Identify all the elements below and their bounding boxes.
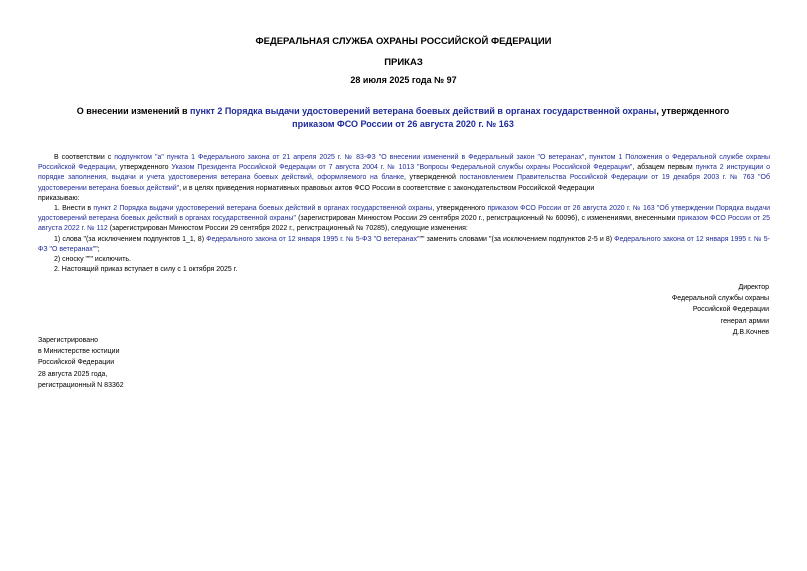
preamble-link-regulation[interactable]: пунктом 1 Положения о Федеральной службе охраны Российской Федерации [38,154,771,172]
subitem-1-link-law-5fz[interactable]: Федерального закона от 12 января 1995 г. № 5-ФЗ "О ветеранах" [206,235,420,243]
subitem-1-text: "; [95,245,100,253]
preamble-link-resolution[interactable]: постановлением Правительства Российской Федерации от 19 декабря 2003 г. № 763 "Об удостоверении ветерана боевых действий" [38,174,770,192]
subitem-2-paragraph: 2) сноску """ исключить. [54,256,131,264]
subitem-1-link-law-5fz-new[interactable]: Федерального закона от 12 января 1995 г. № 5-ФЗ "О ветеранах" [38,235,770,253]
item-1-text: , утвержденного [432,205,488,213]
item-1-paragraph [38,204,770,235]
preamble-text: , и в целях приведения нормативных правовых актов ФСО России в соответствие с законодательством Российской Федерации [179,184,595,192]
signature-name: Д.В.Кочнев [732,328,769,336]
agency-title: ФЕДЕРАЛЬНАЯ СЛУЖБА ОХРАНЫ РОССИЙСКОЙ ФЕДЕРАЦИИ [255,36,552,47]
document-type: ПРИКАЗ [384,57,423,68]
signature-position: Директор [738,284,769,291]
item-1-text: (зарегистрирован Минюстом России 29 сентября 2022 г., регистрационный № 70285), следующие изменения: [107,225,468,233]
subject-link-order[interactable]: приказом ФСО России от 26 августа 2020 г. № 163 [292,119,514,129]
subitem-1-text: "" заменить словами "(за исключением подпунктов 2-5 и 8) [419,235,615,243]
registration-line: Зарегистрировано [38,337,98,344]
signature-rank: генерал армии [720,317,769,325]
registration-block [38,335,124,391]
preamble-link-law-83fz[interactable]: подпунктом "а" пункта 1 Федерального закона от 21 апреля 2025 г. № 83-ФЗ "О внесении изменений в Федеральный закон "О ветеранах" [114,154,585,161]
registration-date: 28 августа 2025 года, [38,370,108,378]
preamble-text: , [584,154,590,161]
subject-link-procedure[interactable]: пункт 2 Порядка выдачи удостоверений ветерана боевых действий в органах государственной охраны [190,106,657,116]
registration-number: регистрационный N 83362 [38,381,124,389]
subject-text-1: О внесении изменений в [76,106,191,116]
document-body [38,153,770,275]
document-date-number: 28 июля 2025 года № 97 [350,75,457,85]
signature-agency: Федеральной службы охраны [671,295,769,303]
signature-block [672,282,769,338]
subitem-1-text: 1) слова "(за исключением подпунктов 1_1, 8) [54,235,207,243]
item-1-text: 1. Внести в [54,205,94,213]
item-2-paragraph: 2. Настоящий приказ вступает в силу с 1 октября 2025 г. [54,266,238,274]
registration-line: Российской Федерации [38,359,115,367]
order-word: приказываю: [38,194,80,202]
preamble-text: , абзацем первым [632,164,696,172]
document-subject [60,105,746,131]
item-1-link-order-163[interactable]: приказом ФСО России от 26 августа 2020 г. № 163 "Об утверждении Порядка выдачи удостоверений ветерана боевых действий в органах государственной охраны" [38,205,771,223]
subject-text-2: , утвержденного [656,106,730,116]
preamble-link-decree[interactable]: Указом Президента Российской Федерации от 7 августа 2004 г. № 1013 "Вопросы Федеральной службы охраны Российской Федерации" [171,164,633,172]
preamble-text: В соответствии с [54,154,115,161]
subitem-1-paragraph [38,235,770,255]
item-1-text: (зарегистрирован Минюстом России 29 сентября 2020 г., регистрационный № 60096), с изменениями, внесенными [295,215,678,223]
signature-country: Российской Федерации [692,306,769,314]
preamble-paragraph [38,153,770,194]
item-1-link-procedure[interactable]: пункт 2 Порядка выдачи удостоверений ветерана боевых действий в органах государственной охраны [93,205,433,213]
item-1-link-order-112[interactable]: приказом ФСО России от 25 августа 2022 г. № 112 [38,215,770,233]
registration-line: в Министерстве юстиции [38,348,120,356]
preamble-text: , утвержденной [403,174,460,182]
preamble-text: , утвержденного [115,164,172,172]
preamble-link-instruction[interactable]: пункта 2 инструкции о порядке заполнения, выдачи и учета удостоверения ветерана боевых действий, оформляемого на бланке [38,164,770,182]
